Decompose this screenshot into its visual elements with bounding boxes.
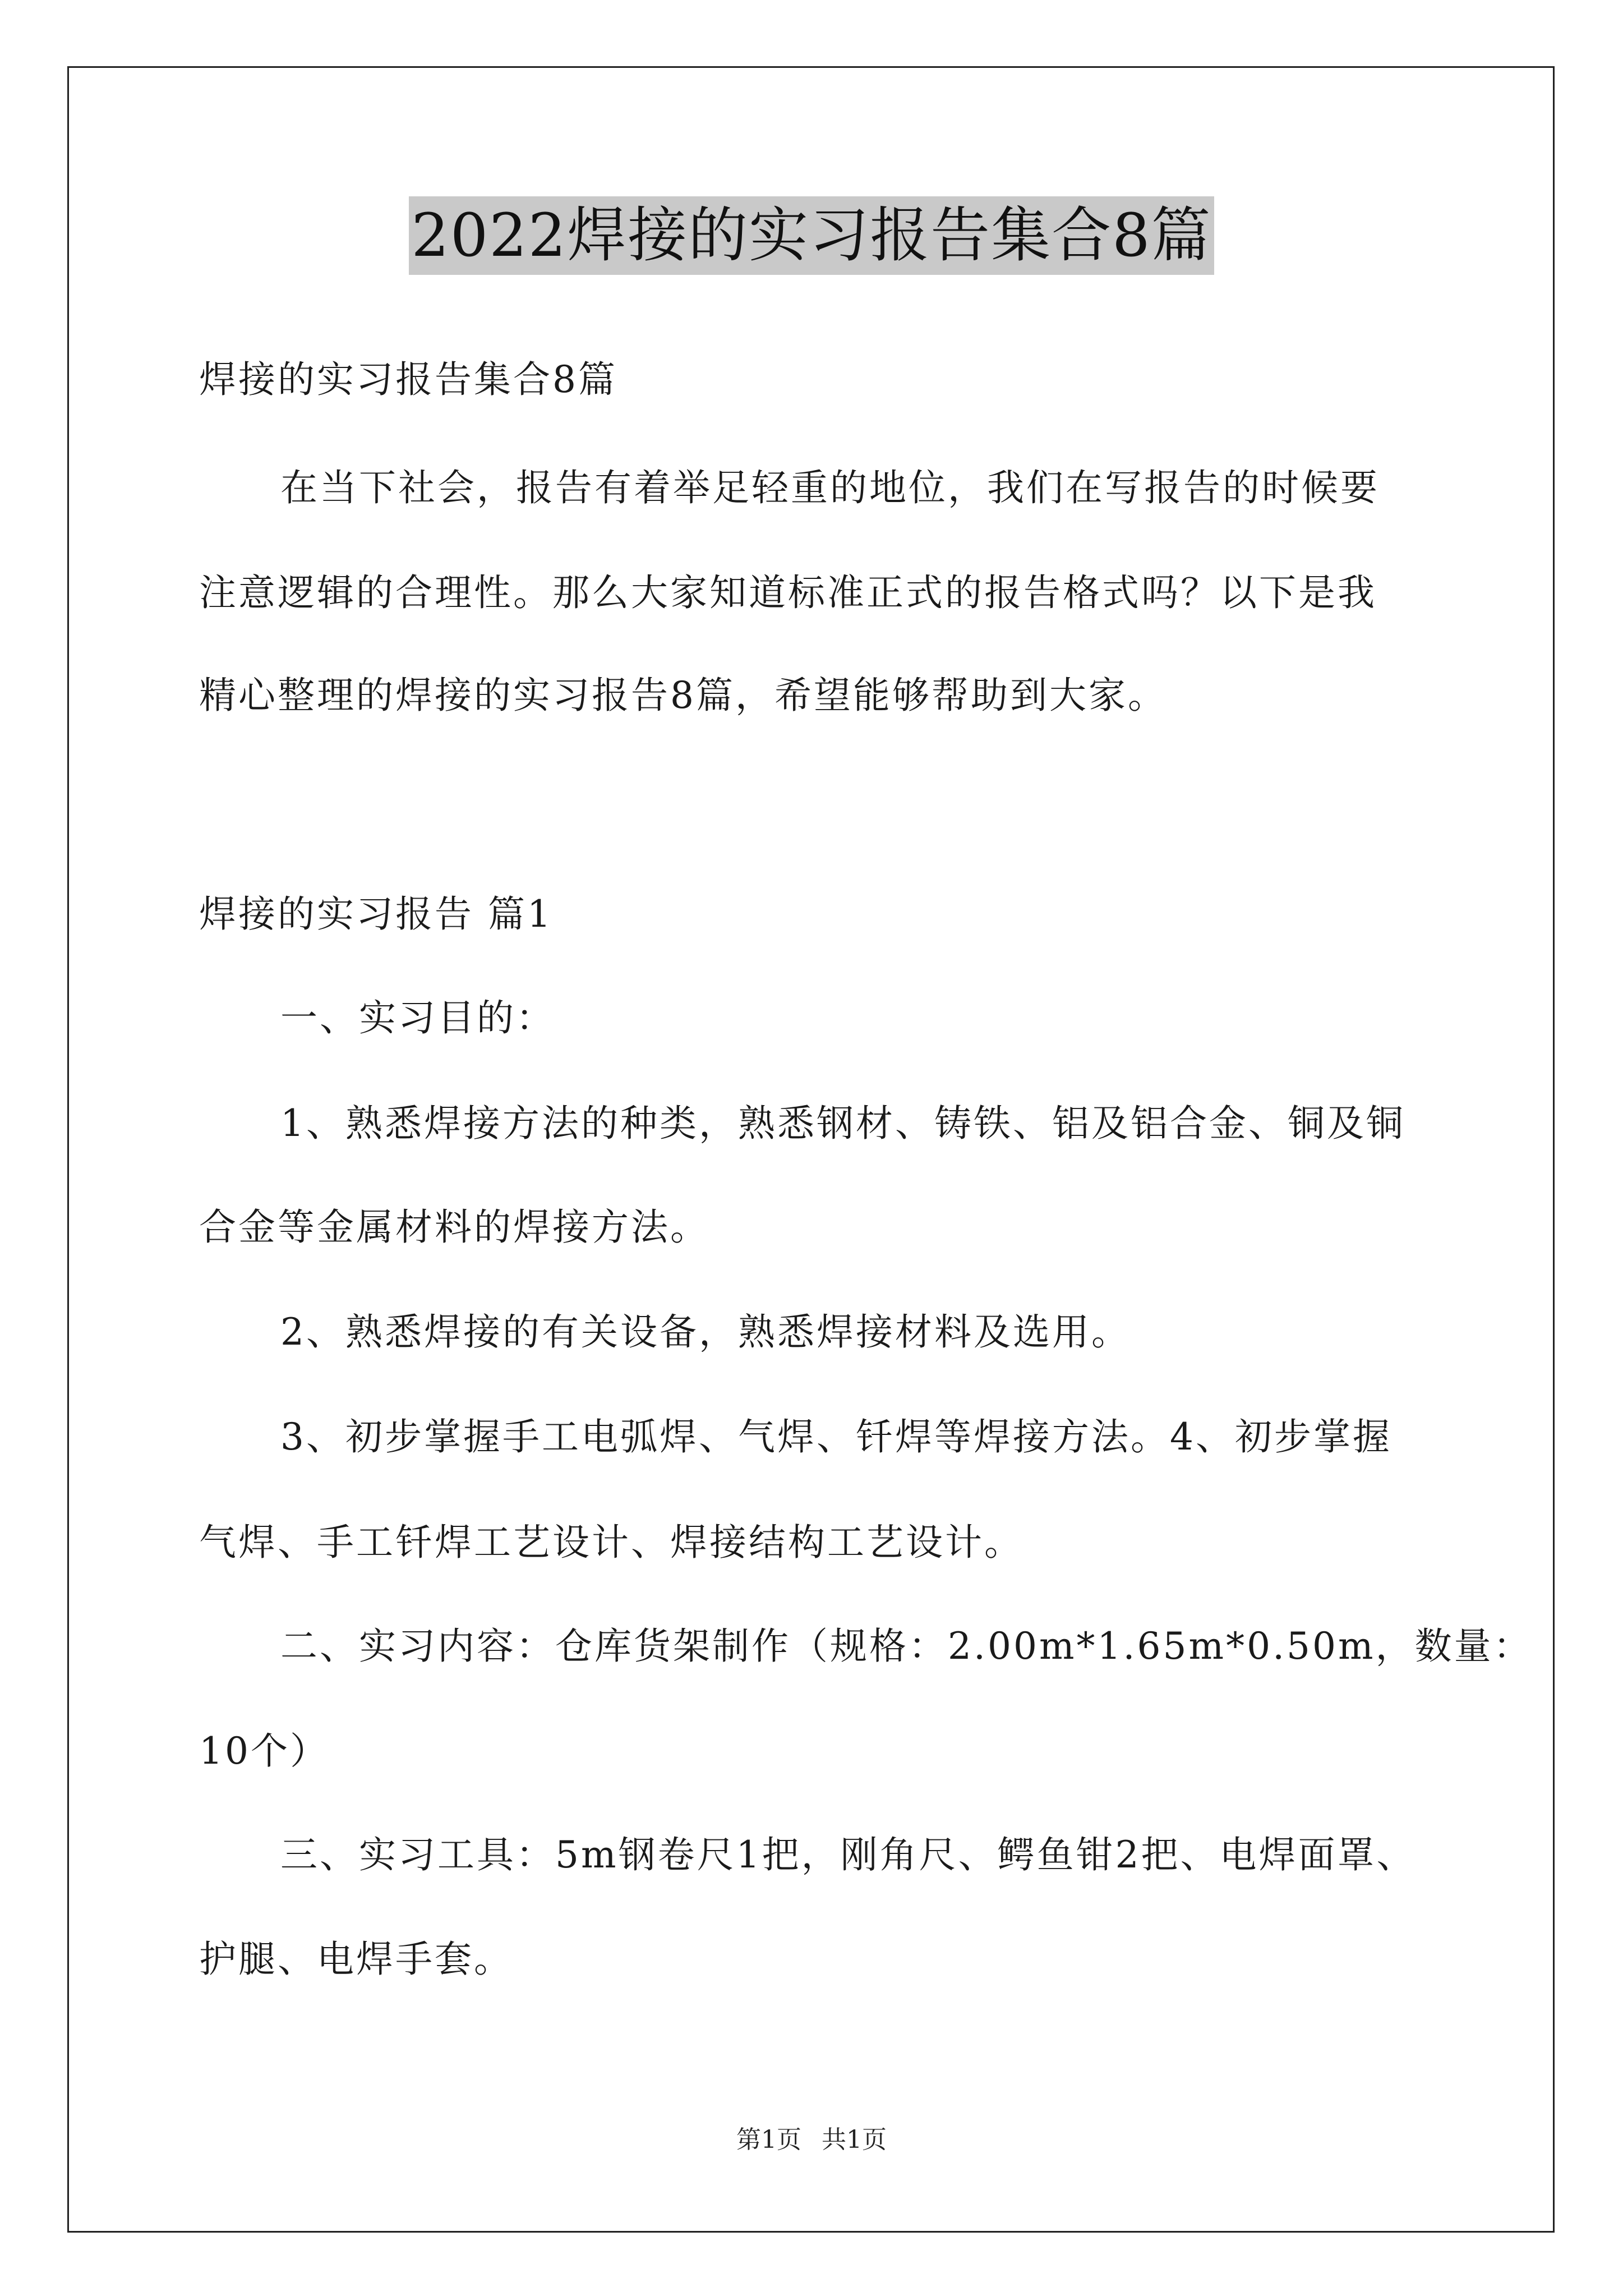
page-number-current: 第1页 [736, 2125, 801, 2154]
body-line-2: 1、熟悉焊接方法的种类，熟悉钢材、铸铁、铝及铝合金、铜及铜 [280, 1102, 1405, 1145]
body-line-4: 2、熟悉焊接的有关设备，熟悉焊接材料及选用。 [280, 1310, 1131, 1354]
section-heading: 焊接的实习报告 篇1 [199, 892, 553, 936]
body-line-3: 合金等金属材料的焊接方法。 [199, 1205, 709, 1249]
body-line-9: 三、实习工具：5m钢卷尺1把，刚角尺、鳄鱼钳2把、电焊面罩、 [280, 1833, 1416, 1876]
body-line-6: 气焊、手工钎焊工艺设计、焊接结构工艺设计。 [199, 1521, 1023, 1564]
body-line-10: 护腿、电焊手套。 [199, 1938, 513, 1981]
page-footer [0, 2123, 1623, 2157]
body-line-5: 3、初步掌握手工电弧焊、气焊、钎焊等焊接方法。4、初步掌握 [280, 1415, 1392, 1458]
intro-line-2: 注意逻辑的合理性。那么大家知道标准正式的报告格式吗？以下是我 [199, 571, 1377, 614]
page-number-total: 共1页 [822, 2125, 887, 2154]
body-line-1: 一、实习目的： [280, 996, 555, 1039]
body-line-7: 二、实习内容：仓库货架制作（规格：2.00m*1.65m*0.50m，数量： [280, 1625, 1533, 1668]
body-line-8: 10个） [199, 1729, 329, 1773]
intro-line-3: 精心整理的焊接的实习报告8篇，希望能够帮助到大家。 [199, 674, 1167, 717]
title-container [0, 196, 1623, 275]
document-subtitle: 焊接的实习报告集合8篇 [199, 358, 617, 401]
document-title: 2022焊接的实习报告集合8篇 [409, 196, 1214, 275]
intro-line-1: 在当下社会，报告有着举足轻重的地位，我们在写报告的时候要 [280, 466, 1380, 509]
